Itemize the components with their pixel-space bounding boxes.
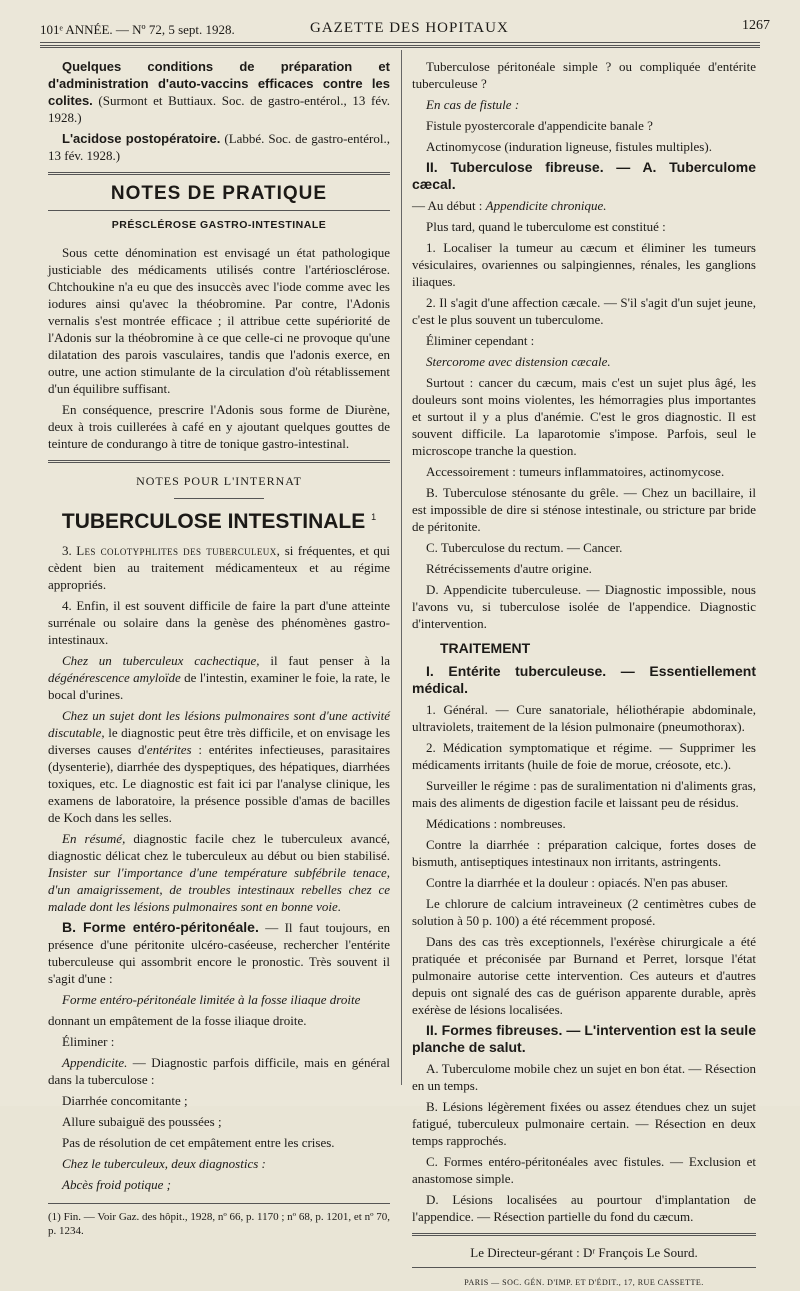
director-line: Le Directeur-gérant : Dʳ François Le Sourd. [470, 1245, 698, 1260]
paragraph: 4. Enfin, il est souvent difficile de faire la part d'une atteinte surrénale ou solaire dans la genèse des phénomènes gastro-intestinaux. [48, 598, 390, 647]
footnote-rule [48, 1203, 390, 1204]
paragraph: 1. Général. — Cure sanatoriale, héliothérapie abdominale, ultraviolets, traitement de la lésion pulmonaire (pneumothorax). [412, 702, 756, 734]
paragraph: Éliminer cependant : [426, 333, 535, 348]
right-column [412, 58, 756, 1291]
imprint-line: PARIS — SOC. GÉN. D'IMP. ET D'ÉDIT., 17, RUE CASSETTE. [464, 1278, 704, 1287]
list-item: Pas de résolution de cet empâtement entre les crises. [62, 1135, 335, 1150]
list-item: Éliminer : [62, 1034, 115, 1049]
paragraph: Chez un sujet dont les lésions pulmonaires sont d'une activité discutable, le diagnostic peut être très difficile, et on envisage les diverses causes d'entérites : entérites infectieuses, parasitaires (dysenterie), diarrhée des dyspeptiques, des hépatiques, diarrhées toxiques, etc. Le diagnostic est fait ici par l'analyse clinique, les examens de laboratoire, la présence possible d'amas de bacilles de Koch dans les selles. [48, 708, 390, 825]
paragraph: Médications : nombreuses. [426, 816, 566, 831]
paragraph: En cas de fistule : [426, 97, 520, 112]
paragraph: Stercorome avec distension cæcale. [426, 354, 611, 369]
paragraph: Rétrécissements d'autre origine. [426, 561, 592, 576]
paragraph: B. Lésions légèrement fixées ou assez étendues chez un sujet fatigué, tuberculeux pulmonaire certain. — Résection en deux temps rapprochés. [412, 1099, 756, 1148]
list-item: Fistule pyostercorale d'appendicite banale ? [426, 118, 653, 133]
paragraph: Surveiller le régime : pas de suralimentation ni d'aliments gras, mais des aliments de digestion facile et laissant peu de résidus. [412, 778, 756, 810]
subsection-heading: II. Formes fibreuses. — L'intervention est la seule planche de salut. [412, 1022, 756, 1055]
subsection-heading: II. Tuberculose fibreuse. — A. Tuberculome cæcal. [412, 159, 756, 192]
paragraph: En conséquence, prescrire l'Adonis sous forme de Diurène, deux à trois cuillerées à café en y ajoutant quelques gouttes de teinture de condurango à titre de tonique gastro-intestinal. [48, 402, 390, 451]
section-title-internat: NOTES POUR L'INTERNAT [136, 474, 302, 488]
header-rule [40, 42, 760, 48]
reference-1: Quelques conditions de préparation et d'administration d'auto-vaccins efficaces contre les colites. (Surmont et Buttiaux. Soc. de gastro-entérol., 13 fév. 1928.) [48, 59, 390, 125]
paragraph: Surtout : cancer du cæcum, mais c'est un sujet plus âgé, les douleurs sont moins violentes, les hémorragies plus importantes et surtout il y a plus d'anémie. C'est le gros diagnostic. Il est souvent difficile. La laparotomie s'impose. Parfois, seul le microscope tranche la question. [412, 375, 756, 458]
list-item: Allure subaiguë des poussées ; [62, 1114, 222, 1129]
paragraph: Contre la diarrhée : préparation calcique, fortes doses de bismuth, antiseptiques intestinaux non irritants, astringents. [412, 837, 756, 869]
section-rule [48, 460, 390, 463]
paragraph: Forme entéro-péritonéale limitée à la fosse iliaque droite [62, 992, 361, 1007]
section-rule [48, 210, 390, 211]
page-number: 1267 [742, 18, 770, 33]
journal-title: GAZETTE DES HOPITAUX [310, 20, 509, 36]
paragraph: B. Tuberculose sténosante du grêle. — Chez un bacillaire, il est impossible de dire si sténose intestinale, ou stricture par bride de péritonite. [412, 485, 756, 534]
issue-info: 101ᵉ ANNÉE. — Nº 72, 5 sept. 1928. [40, 22, 235, 37]
section-title-notes-pratique: NOTES DE PRATIQUE [110, 183, 328, 204]
paragraph: 3. Les colotyphlites des tuberculeux, si fréquentes, et qui cèdent bien au traitement médicamenteux et au régime appropriés. [48, 543, 391, 592]
paragraph: 2. Médication symptomatique et régime. — Supprimer les médicaments irritants (huile de foie de morue, créosote, etc.). [412, 740, 756, 772]
paragraph: C. Formes entéro-péritonéales avec fistules. — Exclusion et anastomose simple. [412, 1154, 756, 1186]
paragraph: D. Lésions localisées au pourtour d'implantation de l'appendice. — Résection partielle du fond du cæcum. [412, 1192, 756, 1224]
paragraph: Le chlorure de calcium intraveineux (2 centimètres cubes de solution à 50 p. 100) a été récemment proposé. [412, 896, 756, 928]
page-header [40, 18, 770, 40]
paragraph: — Au début : Appendicite chronique. [412, 198, 607, 213]
section-title-traitement: TRAITEMENT [440, 640, 531, 656]
column-divider [401, 50, 402, 1085]
left-column [48, 58, 390, 1242]
paragraph: Contre la diarrhée et la douleur : opiacés. N'en pas abuser. [426, 875, 728, 890]
list-item: Chez le tuberculeux, deux diagnostics : [62, 1156, 266, 1171]
paragraph: Appendicite. — Diagnostic parfois difficile, mais en général dans la tuberculose : [48, 1055, 391, 1087]
paragraph: Chez un tuberculeux cachectique, il faut penser à la dégénérescence amyloïde de l'intestin, examiner le foie, la rate, le bocal d'urines. [48, 653, 391, 702]
list-item: Actinomycose (induration ligneuse, fistules multiples). [426, 139, 712, 154]
article-title-presclerose: PRÉSCLÉROSE GASTRO-INTESTINALE [111, 219, 327, 231]
subsection-heading: I. Entérite tuberculeuse. — Essentiellement médical. [412, 663, 756, 696]
paragraph: Accessoirement : tumeurs inflammatoires, actinomycose. [426, 464, 725, 479]
paragraph: En résumé, diagnostic facile chez le tuberculeux avancé, diagnostic délicat chez le tuberculeux au début ou bien stabilisé. Insister sur l'importance d'une température subfébrile tenace, d'un amaigrissement, de troubles intestinaux rebelles chez ce malade dont les lésions pulmonaires sont en bonne voie. [48, 831, 391, 914]
list-item: Abcès froid potique ; [62, 1177, 171, 1192]
paragraph: C. Tuberculose du rectum. — Cancer. [426, 540, 623, 555]
section-rule [48, 172, 390, 175]
paragraph: Tuberculose péritonéale simple ? ou compliquée d'entérite tuberculeuse ? [412, 59, 756, 91]
paragraph: 2. Il s'agit d'une affection cæcale. — S'il s'agit d'un sujet jeune, c'est le plus souvent un tuberculome. [412, 295, 756, 327]
paragraph: D. Appendicite tuberculeuse. — Diagnostic impossible, nous l'avons vu, si tuberculose isolée de l'appendice. Diagnostic d'intervention. [412, 582, 756, 631]
paragraph: Sous cette dénomination est envisagé un état pathologique justiciable des médicaments utilisés contre l'artériosclérose. Chtchoukine n'a eu que des insuccès avec l'iode comme avec les iodures ainsi qu'avec la théobromine. Par contre, l'Adonis vernalis s'est montrée efficace ; il attribue cette supériorité de l'Adonis sur la théobromine à ce que celle-ci ne provoque qu'une dilatation des parois vasculaires, tandis que l'adonis exerce, en outre, une action stimulante de la circulation d'où rétablissement d'un équilibre suffisant. [48, 245, 390, 396]
paragraph: Dans des cas très exceptionnels, l'exérèse chirurgicale a été pratiquée et préconisée par Burnand et Perret, lorsque l'état pulmonaire autorise cette intervention. Ces auteurs et d'autres depuis ont signalé des cas de guérison apparente durable, après exérèse de lésions localisées. [412, 934, 756, 1017]
paragraph: A. Tuberculome mobile chez un sujet en bon état. — Résection en un temps. [412, 1061, 756, 1093]
reference-2: L'acidose postopératoire. (Labbé. Soc. de gastro-entérol., 13 fév. 1928.) [48, 131, 391, 163]
article-title-tuberculose: TUBERCULOSE INTESTINALE $^1$ [61, 510, 377, 533]
footer-rule [412, 1267, 756, 1268]
footnote: (1) Fin. — Voir Gaz. des hôpit., 1928, nº 66, p. 1170 ; nº 68, p. 1201, et nº 70, p. 1234. [48, 1211, 390, 1237]
paragraph: Plus tard, quand le tuberculome est constitué : [426, 219, 666, 234]
paragraph: donnant un empâtement de la fosse iliaque droite. [48, 1013, 307, 1028]
footer-rule [412, 1233, 756, 1236]
list-item: Diarrhée concomitante ; [62, 1093, 188, 1108]
short-rule [174, 498, 264, 499]
paragraph: B. Forme entéro-péritonéale. — Il faut toujours, en présence d'une péritonite ulcéro-caséeuse, rechercher l'entérite tuberculeuse qui assombrit encore le pronostic. Très souvent il s'agit d'une : [48, 919, 390, 986]
paragraph: 1. Localiser la tumeur au cæcum et éliminer les tumeurs vésiculaires, ovariennes ou salpingiennes, rénales, les ganglions iliaques. [412, 240, 756, 289]
